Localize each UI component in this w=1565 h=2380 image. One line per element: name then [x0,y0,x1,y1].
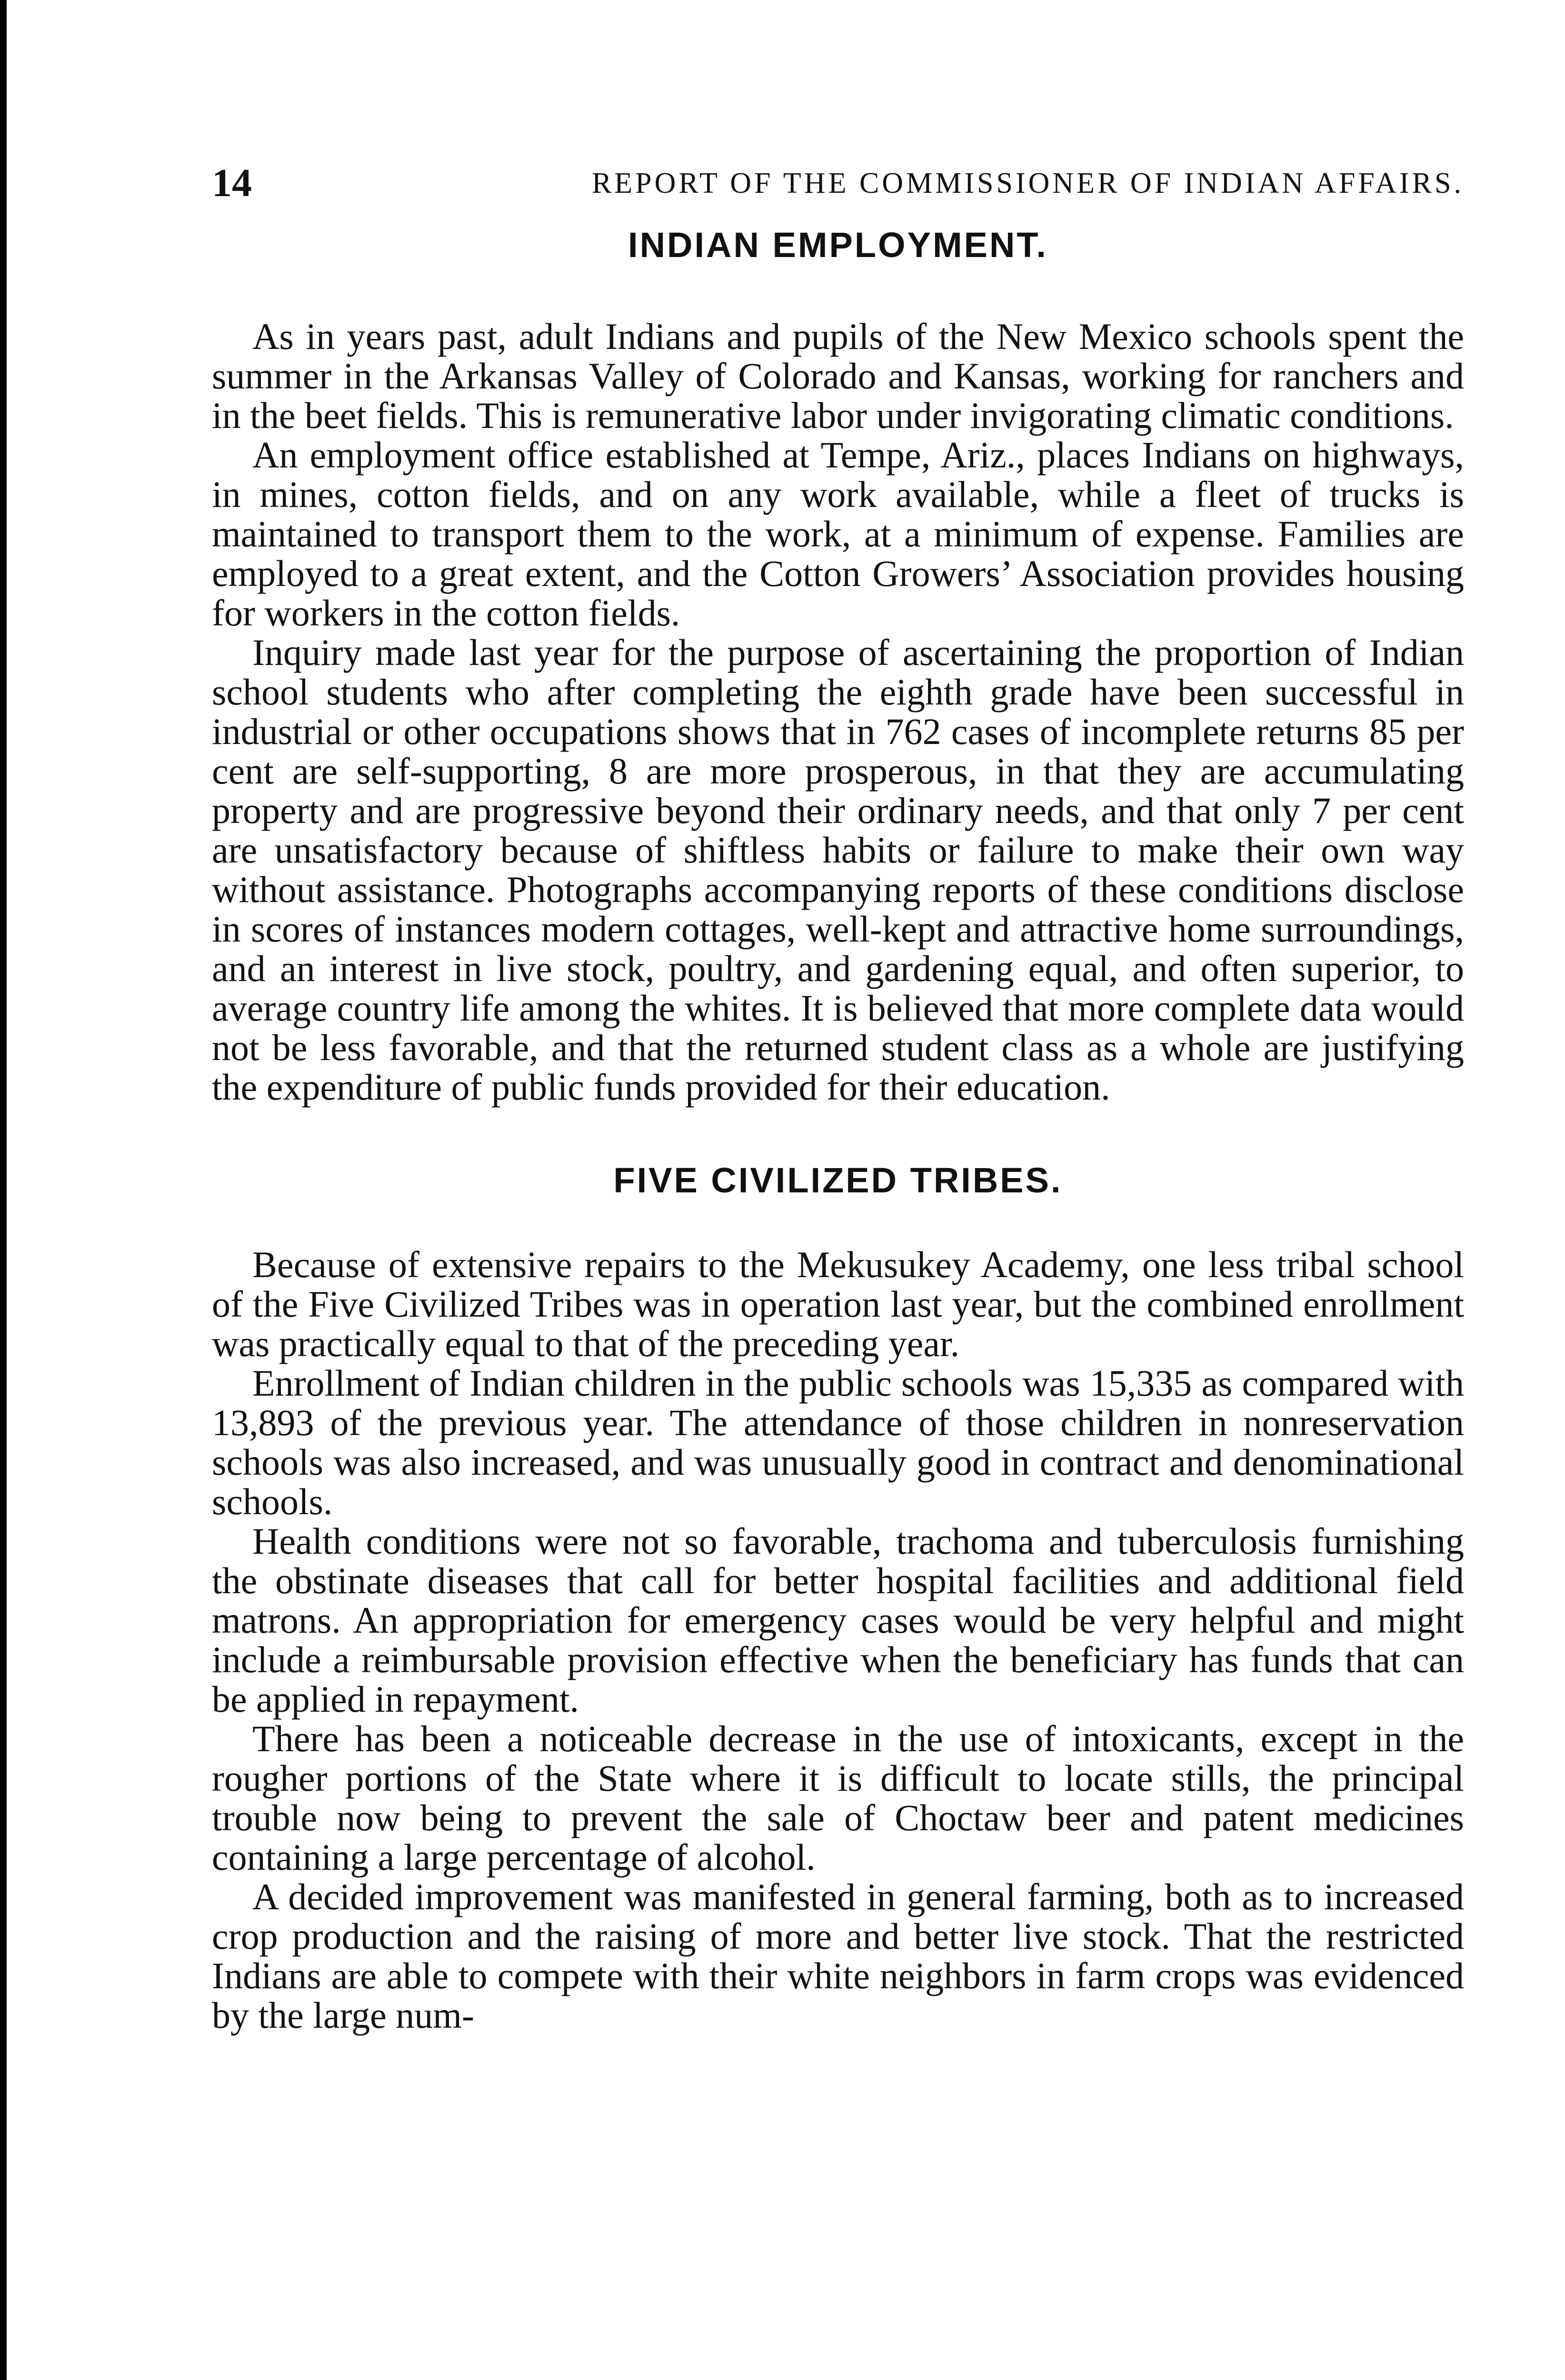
running-title: REPORT OF THE COMMISSIONER OF INDIAN AFFAIRS. [591,167,1464,199]
paragraph: Because of extensive repairs to the Mekusukey Academy, one less tribal school of the Five Civilized Tribes was in operation last year, but the combined enrollment was practically equal to that of the preceding year. [212,1244,1464,1364]
paragraph: There has been a noticeable decrease in the use of intoxicants, except in the rougher portions of the State where it is difficult to locate stills, the principal trouble now being to prevent the sale of Choctaw beer and patent medicines containing a large percentage of alcohol. [212,1718,1464,1878]
section-heading: INDIAN EMPLOYMENT. [628,225,1048,265]
section-five-civilized-tribes [212,1154,1464,2035]
paragraph: Health conditions were not so favorable, trachoma and tuberculosis furnishing the obstinate diseases that call for better hospital facilities and additional field matrons. An appropriation for emergency cases would be very helpful and might include a reimbursable provision effective when the beneficiary has funds that can be applied in repayment. [212,1520,1464,1720]
paragraph: As in years past, adult Indians and pupils of the New Mexico schools spent the summer in the Arkansas Valley of Colorado and Kansas, working for ranchers and in the beet fields. This is remunerative labor under invigorating climatic conditions. [212,316,1464,436]
running-header [212,157,1464,209]
paragraph: A decided improvement was manifested in general farming, both as to increased crop production and the raising of more and better live stock. That the restricted Indians are able to compete with their white neighbors in farm crops was evidenced by the large num- [212,1876,1464,2036]
section-heading: FIVE CIVILIZED TRIBES. [613,1160,1063,1200]
scan-border-left [0,0,7,2380]
document-page [212,157,1464,2035]
paragraph: Inquiry made last year for the purpose of ascertaining the proportion of Indian school students who after completing the eighth grade have been successful in industrial or other occupations shows that in 762 cases of incomplete returns 85 per cent are self-supporting, 8 are more prosperous, in that they are accumulating property and are progressive beyond their ordinary needs, and that only 7 per cent are unsatisfactory because of shiftless habits or failure to make their own way without assistance. Photographs accompanying reports of these conditions disclose in scores of instances modern cottages, well-kept and attractive home surroundings, and an interest in live stock, poultry, and gardening equal, and often superior, to average country life among the whites. It is believed that more complete data would not be less favorable, and that the returned student class as a whole are justifying the expenditure of public funds provided for their education. [212,632,1464,1108]
section-indian-employment [212,219,1464,1107]
paragraph: Enrollment of Indian children in the public schools was 15,335 as compared with 13,893 of the previous year. The attendance of those children in nonreservation schools was also increased, and was unusually good in contract and denominational schools. [212,1362,1464,1522]
paragraph: An employment office established at Tempe, Ariz., places Indians on highways, in mines, cotton fields, and on any work available, while a fleet of trucks is maintained to transport them to the work, at a minimum of expense. Families are employed to a great extent, and the Cotton Growers’ Association provides housing for workers in the cotton fields. [212,434,1464,634]
page-number: 14 [212,161,252,205]
